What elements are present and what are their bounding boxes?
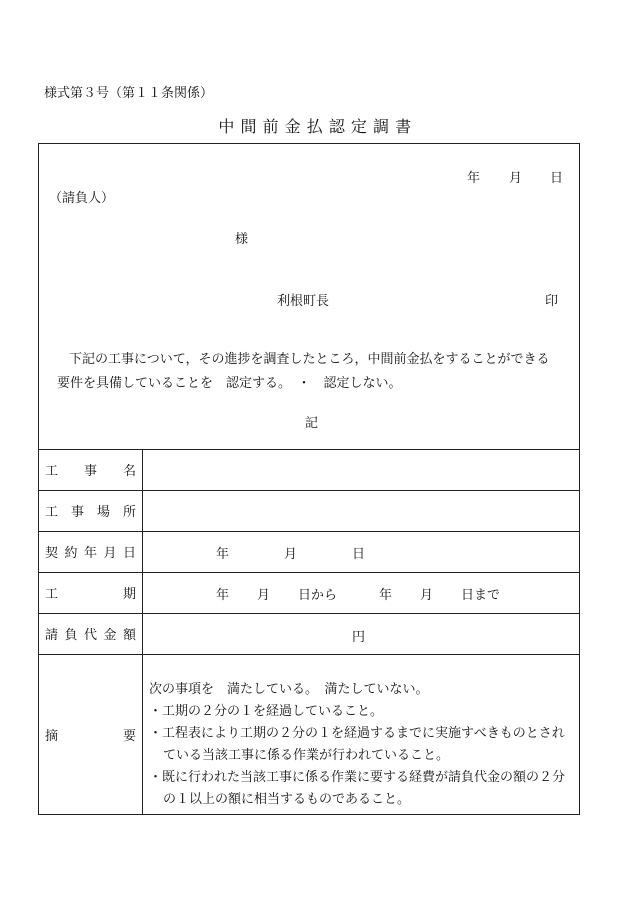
addressee-label: （請負人） — [49, 191, 115, 206]
contract-year: 年 — [216, 547, 230, 562]
label-column-divider — [142, 449, 143, 815]
period-to: 日まで — [461, 588, 501, 603]
seal-mark: 印 — [545, 294, 559, 309]
label-work-name-text: 工事名 — [45, 464, 136, 479]
label-work-name — [39, 449, 142, 490]
body-text-line-2: 要件を具備していることを 認定する。 ・ 認定しない。 — [57, 376, 402, 391]
period-end-month: 月 — [420, 588, 434, 603]
amount-yen: 円 — [352, 630, 366, 645]
label-summary-text: 摘要 — [45, 729, 136, 744]
contract-day: 日 — [352, 547, 366, 562]
label-period — [39, 572, 142, 613]
summary-line-2: ・工期の２分の１を経過していること。 — [149, 704, 384, 719]
ki-heading: 記 — [305, 416, 319, 431]
period-start-year: 年 — [216, 588, 230, 603]
form-frame — [38, 143, 580, 815]
form-number: 様式第３号（第１１条関係） — [44, 86, 214, 101]
label-summary — [39, 654, 142, 815]
period-from: 日から — [298, 588, 338, 603]
body-text-line-1: 下記の工事について，その進捗を調査したところ，中間前金払をすることができる — [69, 352, 550, 367]
label-work-place — [39, 490, 142, 531]
contract-month: 月 — [284, 547, 298, 562]
label-contract-date-text: 契約年月日 — [45, 546, 136, 561]
summary-line-4: ている当該工事に係る作業が行われていること。 — [163, 748, 450, 763]
date-month: 月 — [509, 171, 523, 186]
summary-line-6: の１以上の額に相当するものであること。 — [163, 792, 411, 807]
summary-line-3: ・工程表により工期の２分の１を経過するまでに実施すべきものとされ — [149, 726, 565, 741]
label-amount — [39, 613, 142, 654]
period-start-month: 月 — [257, 588, 271, 603]
summary-line-1: 次の事項を 満たしている。 満たしていない。 — [149, 682, 429, 697]
period-end-year: 年 — [379, 588, 393, 603]
label-work-place-text: 工事場所 — [45, 505, 136, 520]
label-period-text: 工期 — [45, 587, 136, 602]
date-day: 日 — [550, 171, 564, 186]
summary-line-5: ・既に行われた当該工事に係る作業に要する経費が請負代金の額の２分 — [149, 770, 566, 785]
issuer-name: 利根町長 — [277, 294, 330, 309]
label-amount-text: 請負代金額 — [45, 628, 136, 643]
date-year: 年 — [467, 171, 481, 186]
document-title: 中 間 前 金 払 認 定 調 書 — [218, 117, 412, 136]
honorific-sama: 様 — [235, 232, 249, 247]
label-contract-date — [39, 531, 142, 572]
